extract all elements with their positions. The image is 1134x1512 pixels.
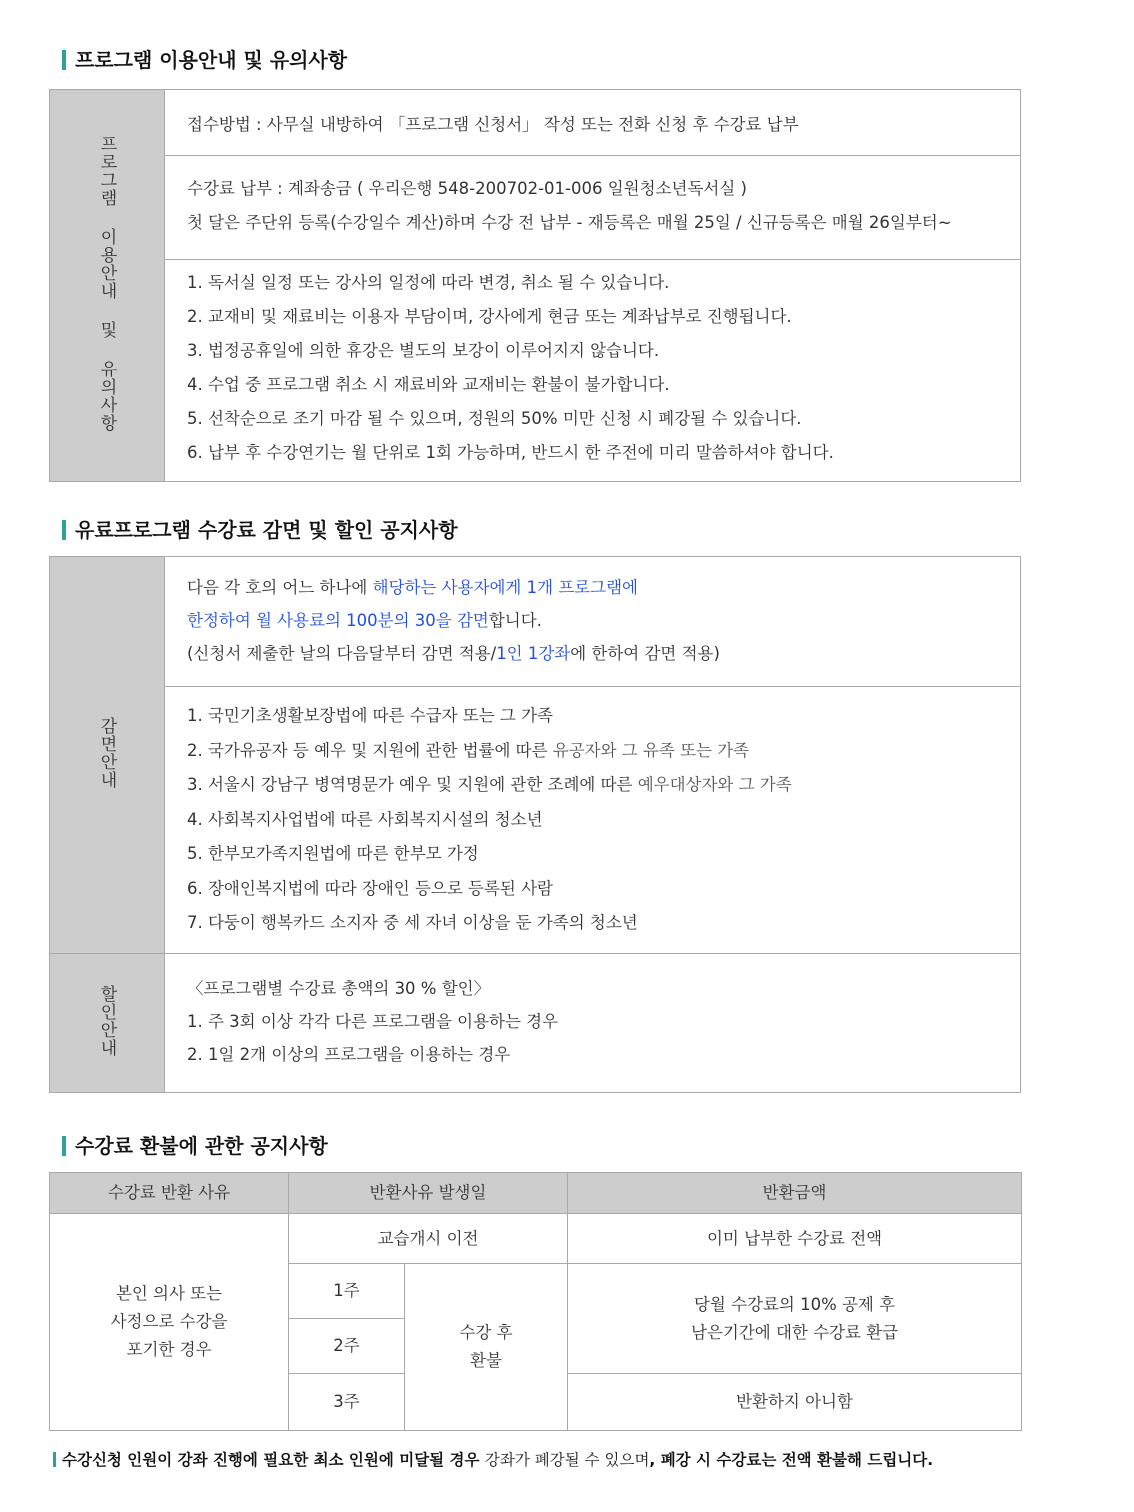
before-start-amount-cell: 이미 납부한 수강료 전액 (568, 1214, 1022, 1264)
week-2-cell: 2주 (289, 1319, 405, 1374)
title-accent-bar (62, 1136, 66, 1156)
discount-list (165, 954, 1021, 1093)
reduction-eligibility-list (165, 687, 1021, 954)
refund-header-amount: 반환금액 (568, 1173, 1022, 1214)
list-item: 6. 장애인복지법에 따라 장애인 등으로 등록된 사람 (187, 878, 553, 898)
week-1-cell: 1주 (289, 1264, 405, 1319)
title-accent-bar (62, 50, 66, 70)
refund-table (49, 1172, 1022, 1431)
discount-head: 할인안내 (50, 954, 165, 1093)
section-title-fee-reduction: 유료프로그램 수강료 감면 및 할인 공지사항 (62, 514, 458, 543)
list-item: 3. 서울시 강남구 병역명문가 예우 및 지원에 관한 조례에 따른 예우대상자와 그 가족 (187, 775, 792, 794)
refund-reason-cell: 본인 의사 또는 사정으로 수강을 포기한 경우 (50, 1214, 289, 1431)
list-item: 1. 국민기초생활보장법에 따른 수급자 또는 그 가족 (187, 706, 553, 725)
list-item: 6. 납부 후 수강연기는 월 단위로 1회 가능하며, 반드시 한 주전에 미리 말씀하셔야 합니다. (187, 443, 834, 462)
list-item: 4. 사회복지사업법에 따른 사회복지시설의 청소년 (187, 809, 543, 829)
list-item: 5. 선착순으로 조기 마감 될 수 있으며, 정원의 50% 미만 신청 시 폐강될 수 있습니다. (187, 409, 802, 428)
payment-info: 수강료 납부 : 계좌송금 ( 우리은행 548-200702-01-006 일원청소년독서실 ) 첫 달은 주단위 등록(수강일수 계산)하며 수강 전 납부 - 재등록은 매월 25일 / 신규등록은 매월 26일부터~ (165, 156, 1021, 260)
list-item: 〈프로그램별 수강료 총액의 30 % 할인〉 (187, 979, 491, 998)
no-refund-cell: 반환하지 아니함 (568, 1374, 1022, 1431)
program-guide-head: 프로그램 이용안내 및 유의사항 (50, 90, 165, 482)
list-item: 2. 국가유공자 등 예우 및 지원에 관한 법률에 따른 유공자와 그 유족 또는 가족 (187, 740, 750, 760)
list-item: 5. 한부모가족지원법에 따른 한부모 가정 (187, 844, 479, 863)
refund-header-reason: 수강료 반환 사유 (50, 1173, 289, 1214)
section-title-program-guide: 프로그램 이용안내 및 유의사항 (62, 44, 347, 73)
highlight-text: 1인 1강좌 (496, 644, 571, 663)
program-guide-table (49, 89, 1021, 482)
list-item: 7. 다둥이 행복카드 소지자 중 세 자녀 이상을 둔 가족의 청소년 (187, 913, 638, 932)
signup-method: 접수방법 : 사무실 내방하여 「프로그램 신청서」 작성 또는 전화 신청 후 수강료 납부 (165, 90, 1021, 156)
fee-reduction-table (49, 556, 1021, 1093)
list-item: 1. 독서실 일정 또는 강사의 일정에 따라 변경, 취소 될 수 있습니다. (187, 273, 670, 292)
list-item: 3. 법정공휴일에 의한 휴강은 별도의 보강이 이루어지지 않습니다. (187, 341, 660, 360)
after-start-cell: 수강 후 환불 (405, 1264, 568, 1431)
list-item: 1. 주 3회 이상 각각 다른 프로그램을 이용하는 경우 (187, 1012, 559, 1031)
highlight-text: 한정하여 월 사용료의 100분의 30을 감면 (187, 611, 489, 630)
note-accent-bar (53, 1452, 56, 1467)
closing-notice: 수강신청 인원이 강좌 진행에 필요한 최소 인원에 미달될 경우 강좌가 폐강될 수 있으며, 폐강 시 수강료는 전액 환불해 드립니다. (53, 1448, 933, 1470)
reduction-intro: 다음 각 호의 어느 하나에 해당하는 사용자에게 1개 프로그램에 한정하여 월 사용료의 100분의 30을 감면합니다. (신청서 제출한 날의 다음달부터 감면 적용/1인 1강좌에 한하여 감면 적용) (165, 557, 1021, 687)
section-title-refund: 수강료 환불에 관한 공지사항 (62, 1130, 328, 1159)
highlight-text: 해당하는 사용자에게 1개 프로그램에 (372, 578, 638, 597)
caution-list (165, 260, 1021, 482)
list-item: 2. 1일 2개 이상의 프로그램을 이용하는 경우 (187, 1045, 511, 1064)
partial-refund-cell: 당월 수강료의 10% 공제 후 남은기간에 대한 수강료 환급 (568, 1264, 1022, 1374)
title-accent-bar (62, 520, 66, 540)
reduction-head: 감면안내 (50, 557, 165, 954)
week-3-cell: 3주 (289, 1374, 405, 1431)
list-item: 4. 수업 중 프로그램 취소 시 재료비와 교재비는 환불이 불가합니다. (187, 375, 670, 394)
refund-header-date: 반환사유 발생일 (289, 1173, 568, 1214)
list-item: 2. 교재비 및 재료비는 이용자 부담이며, 강사에게 현금 또는 계좌납부로 진행됩니다. (187, 307, 792, 326)
before-start-cell: 교습개시 이전 (289, 1214, 568, 1264)
